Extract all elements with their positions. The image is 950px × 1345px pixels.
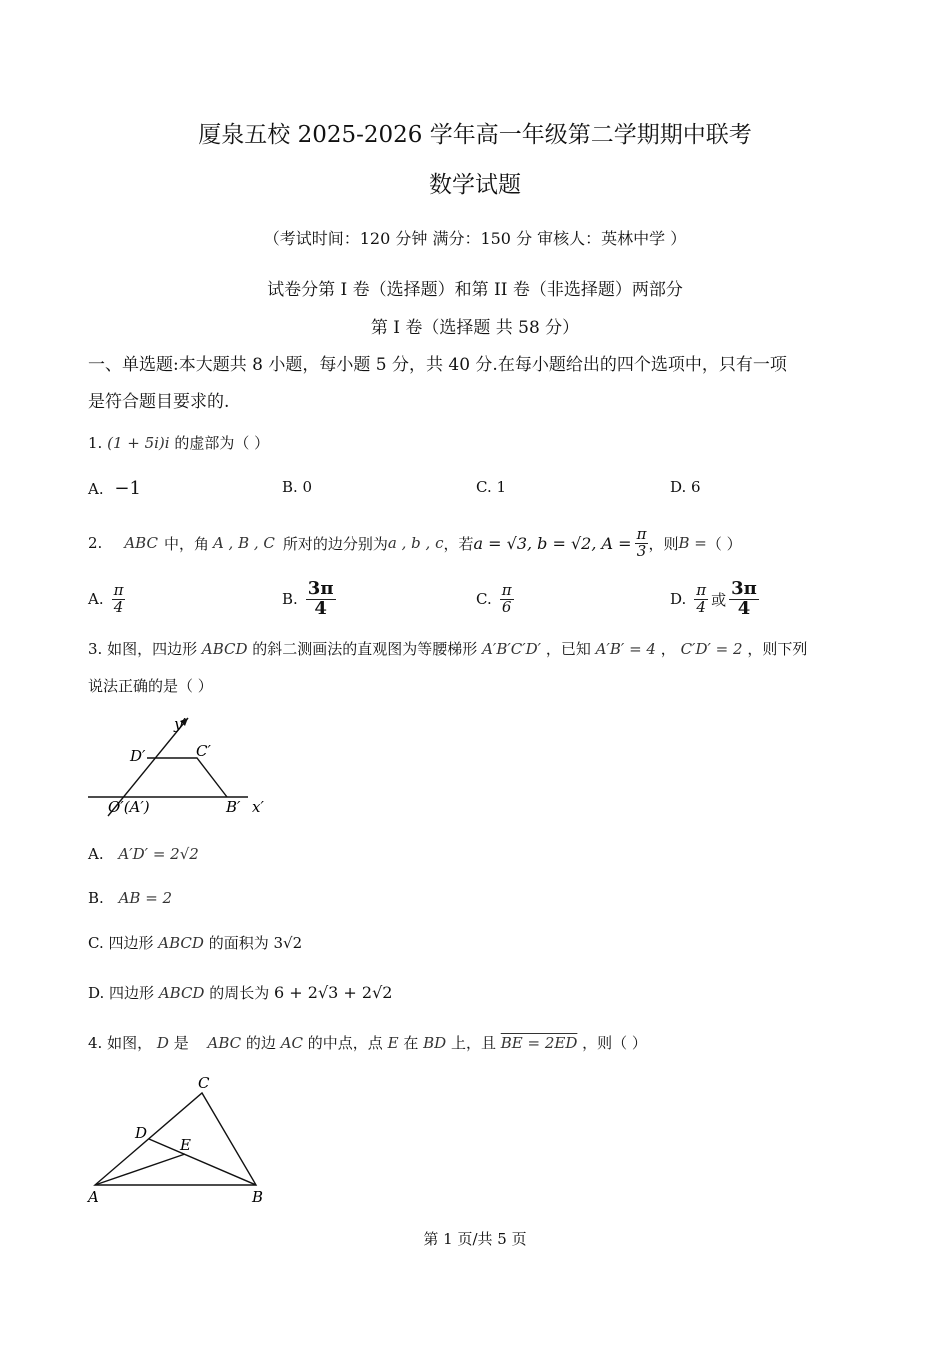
q2-option-b: B. $\frac{3\pi}{4}$ [282, 578, 334, 619]
q2-option-c: C. $\frac{\pi}{6}$ [476, 581, 512, 616]
triangle-abc [95, 1093, 256, 1185]
q1-option-c: C. 1 [476, 478, 507, 496]
q2-number: 2. [88, 534, 103, 552]
q2-condition: a = √3, b = √2, A = [473, 533, 632, 553]
label-y: y′ [174, 715, 186, 733]
label-d: D′ [130, 747, 146, 765]
label-c: C′ [196, 742, 211, 760]
q3-option-b: B. AB = 2 [88, 889, 173, 907]
section-heading-line1: 一、单选题:本大题共 8 小题，每小题 5 分，共 40 分.在每小题给出的四个选项中，只有一项 [88, 355, 787, 375]
label-b: B [252, 1188, 264, 1206]
label-d: D [135, 1124, 148, 1142]
label-e: E [180, 1136, 191, 1154]
question-3-line2: 说法正确的是（ ） [88, 677, 213, 695]
question-1 [88, 432, 269, 453]
label-b: B′ [226, 798, 241, 816]
trapezoid-edges [147, 758, 227, 797]
q3-option-a: A. A′D′ = 2√2 [88, 845, 199, 863]
q1-number: 1. [88, 434, 103, 452]
q1-option-a-value: −1 [114, 478, 141, 499]
exam-title: 厦泉五校 2025-2026 学年高一年级第二学期期中联考 [198, 122, 752, 148]
q1-option-b: B. 0 [282, 478, 313, 496]
label-a: A [88, 1188, 99, 1206]
segment-bd [149, 1139, 256, 1185]
paper-structure: 试卷分第 I 卷（选择题）和第 II 卷（非选择题）两部分 [267, 280, 683, 300]
section-heading-line2: 是符合题目要求的. [88, 392, 230, 412]
q2-option-a: A. $\frac{\pi}{4}$ [88, 581, 124, 616]
q1-text: 的虚部为（ ） [174, 434, 270, 452]
question-3-line1: 3. 如图，四边形 ABCD 的斜二测画法的直观图为等腰梯形 A′B′C′D′ ，已知 A′B′ = 4 ， C′D′ = 2 ，则下列 [88, 640, 808, 658]
page-footer: 第 1 页/共 5 页 [423, 1230, 527, 1248]
question-4: 4. 如图， D 是 ABC 的边 AC 的中点，点 E 在 BD 上，且 BE = 2ED ，则（ ） [88, 1034, 647, 1052]
exam-subtitle: 数学试题 [429, 172, 521, 198]
q1-option-d: D. 6 [670, 478, 701, 496]
q2-option-d: D. $\frac{\pi}{4}$ 或 $\frac{3\pi}{4}$ [670, 578, 757, 619]
segment-ae [95, 1154, 185, 1185]
part-one-heading: 第 I 卷（选择题 共 58 分） [370, 318, 580, 338]
label-x: x′ [252, 798, 264, 816]
q4-triangle-figure [80, 1068, 280, 1208]
exam-info: （考试时间：120 分钟 满分：150 分 审核人：英林中学 ） [263, 229, 687, 248]
q3-option-d: D. 四边形 ABCD 的周长为 6 + 2√3 + 2√2 [88, 983, 393, 1002]
q2-triangle: ABC [124, 534, 158, 552]
q3-option-c: C. 四边形 ABCD 的面积为 3√2 [88, 934, 303, 952]
question-2: 2. ABC 中，角 A , B , C 所对的边分别为 a , b , c ，若 a = √3, b = √2, A = $\frac{\pi}{3}$ ，则 B = （ ） [88, 524, 742, 560]
label-o: O′(A′) [108, 798, 150, 816]
label-c: C [198, 1074, 210, 1092]
q1-expression: (1 + 5i)i [107, 434, 170, 452]
q3-oblique-figure [80, 708, 270, 823]
q1-option-a: A. −1 [88, 478, 141, 499]
